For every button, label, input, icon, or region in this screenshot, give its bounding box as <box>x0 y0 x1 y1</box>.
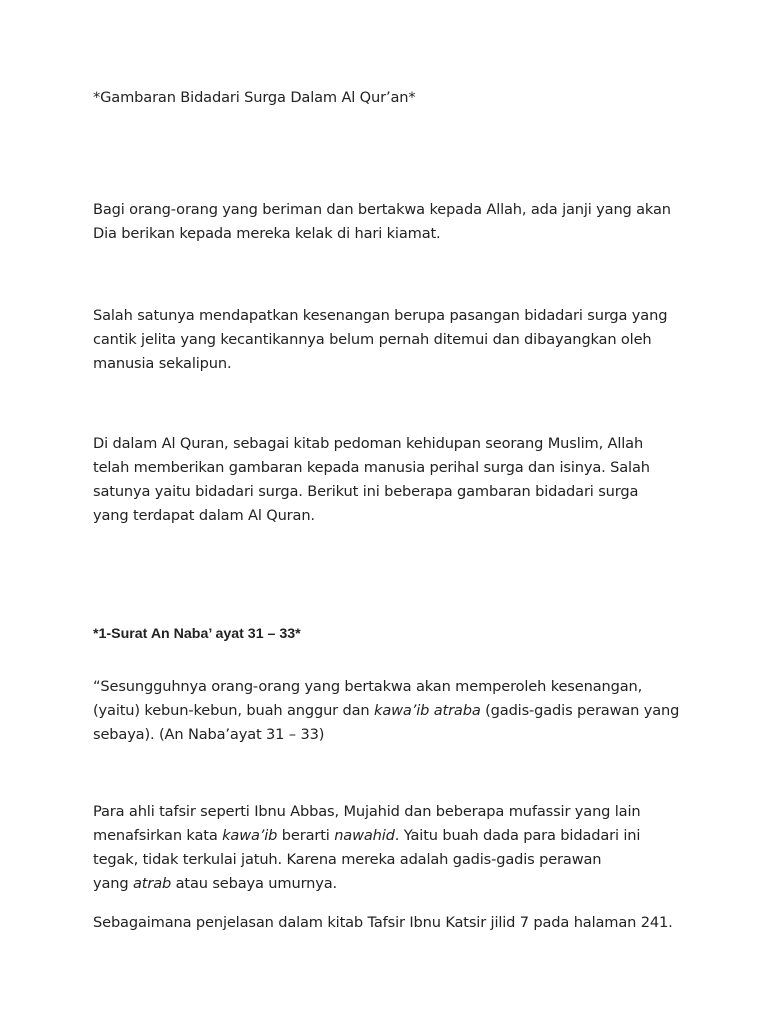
paragraph-line: yang atrab atau sebaya umurnya. <box>93 875 338 892</box>
paragraph-line: Salah satunya mendapatkan kesenangan berupa pasangan bidadari surga yang <box>93 307 668 324</box>
italic-term: nawahid <box>334 827 395 844</box>
paragraph-line: telah memberikan gambaran kepada manusia perihal surga dan isinya. Salah <box>93 459 650 476</box>
paragraph-line: yang terdapat dalam Al Quran. <box>93 507 315 524</box>
paragraph-line: cantik jelita yang kecantikannya belum pernah ditemui dan dibayangkan oleh <box>93 331 652 348</box>
italic-term: kawa’ib <box>222 827 278 844</box>
paragraph-intro <box>93 198 671 246</box>
quote-line: “Sesungguhnya orang-orang yang bertakwa akan memperoleh kesenangan, <box>93 678 643 695</box>
paragraph-line: Dia berikan kepada mereka kelak di hari kiamat. <box>93 225 441 242</box>
paragraph-line: menafsirkan kata kawa’ib berarti nawahid. Yaitu buah dada para bidadari ini <box>93 827 641 844</box>
quote-line: (yaitu) kebun-kebun, buah anggur dan kawa’ib atraba (gadis-gadis perawan yang <box>93 702 680 719</box>
paragraph-line: tegak, tidak terkulai jatuh. Karena mereka adalah gadis-gadis perawan <box>93 851 602 868</box>
italic-term: kawa’ib atraba <box>374 702 481 719</box>
paragraph-tafsir <box>93 800 640 896</box>
paragraph-al-quran <box>93 432 650 528</box>
paragraph-line: manusia sekalipun. <box>93 355 232 372</box>
paragraph-line: satunya yaitu bidadari surga. Berikut ini beberapa gambaran bidadari surga <box>93 483 639 500</box>
paragraph-line: Bagi orang-orang yang beriman dan bertakwa kepada Allah, ada janji yang akan <box>93 201 671 218</box>
italic-term: atrab <box>132 875 172 892</box>
section-heading: *1-Surat An Naba’ ayat 31 – 33* <box>93 626 301 642</box>
paragraph-line: Di dalam Al Quran, sebagai kitab pedoman kehidupan seorang Muslim, Allah <box>93 435 644 452</box>
paragraph-reference: Sebagaimana penjelasan dalam kitab Tafsir Ibnu Katsir jilid 7 pada halaman 241. <box>93 914 673 931</box>
quote-line: sebaya). (An Naba’ayat 31 – 33) <box>93 726 325 743</box>
paragraph-line: Para ahli tafsir seperti Ibnu Abbas, Mujahid dan beberapa mufassir yang lain <box>93 803 641 820</box>
paragraph-bidadari <box>93 304 667 376</box>
quote-paragraph <box>93 675 679 747</box>
document-title: *Gambaran Bidadari Surga Dalam Al Qur’an* <box>93 89 416 106</box>
